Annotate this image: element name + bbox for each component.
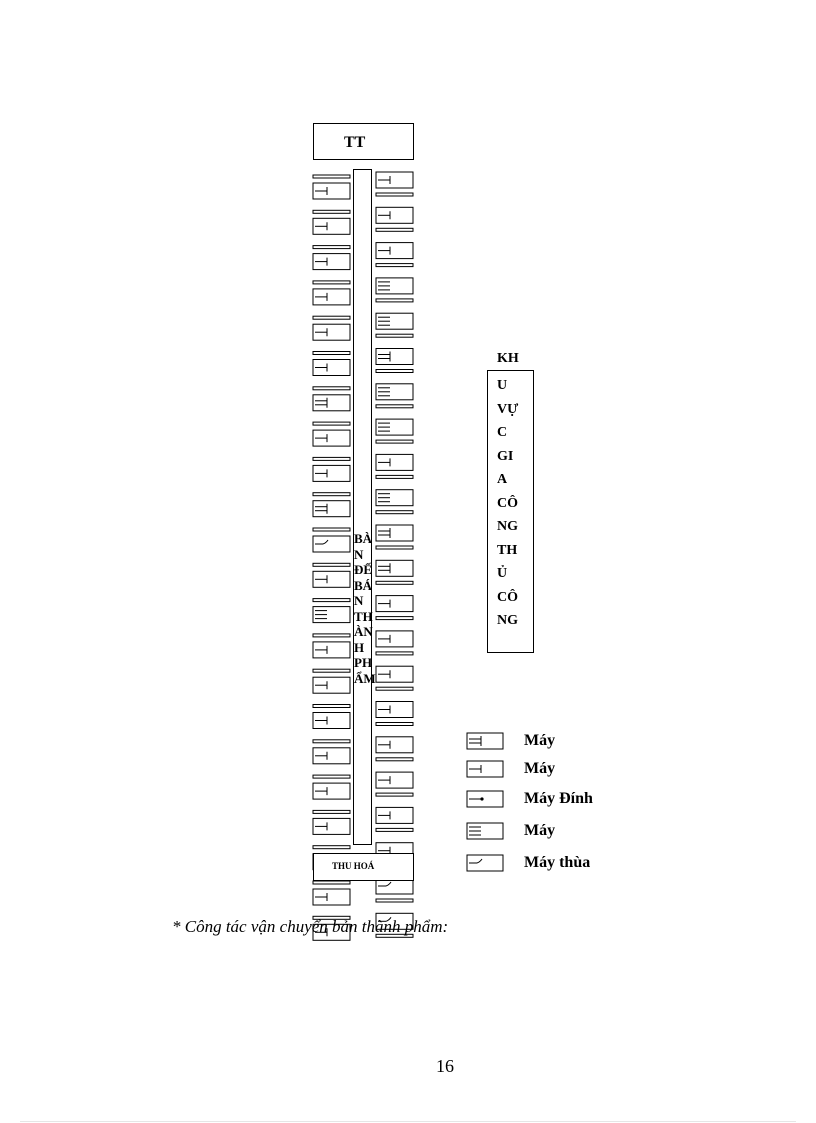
machine-right-6 bbox=[376, 349, 413, 373]
machine-left-7 bbox=[313, 387, 350, 411]
machine-right-7 bbox=[376, 384, 413, 408]
side-area-line: CÔ bbox=[497, 495, 518, 511]
side-area-line: VỰ bbox=[497, 401, 519, 417]
side-area-line: NG bbox=[497, 519, 518, 534]
machine-left-6 bbox=[313, 352, 350, 376]
machine-left-14 bbox=[313, 634, 350, 658]
machine-right-10 bbox=[376, 490, 413, 514]
top-box bbox=[313, 123, 414, 160]
side-area-heading: KH bbox=[497, 351, 519, 366]
machine-right-18 bbox=[376, 772, 413, 796]
machine-left-18 bbox=[313, 775, 350, 799]
machine-left-5 bbox=[313, 316, 350, 340]
center-table-line: N bbox=[354, 593, 364, 608]
machine-right-2 bbox=[376, 207, 413, 231]
machine-left-17 bbox=[313, 740, 350, 764]
machine-left-19 bbox=[313, 810, 350, 834]
page-number: 16 bbox=[436, 1056, 454, 1076]
machine-right-16 bbox=[376, 702, 413, 726]
side-area-line: GI bbox=[497, 448, 514, 464]
machine-right-21 bbox=[376, 878, 413, 902]
machine-left-10 bbox=[313, 493, 350, 517]
side-area-line: NG bbox=[497, 613, 518, 628]
center-table-line: BÀ bbox=[354, 531, 373, 546]
center-table-line: BÁ bbox=[354, 577, 373, 593]
center-table-line: ÀN bbox=[354, 624, 373, 639]
side-area-line: TH bbox=[497, 542, 518, 558]
machine-right-5 bbox=[376, 313, 413, 337]
machine-right-19 bbox=[376, 807, 413, 831]
machine-right-14 bbox=[376, 631, 413, 655]
machine-left-4 bbox=[313, 281, 350, 305]
machine-left-9 bbox=[313, 457, 350, 481]
machine-right-3 bbox=[376, 243, 413, 267]
legend-label: Máy Đính bbox=[524, 790, 593, 807]
side-area-label bbox=[497, 374, 518, 633]
machine-left-1 bbox=[313, 175, 350, 199]
center-table-line: ẨM bbox=[354, 670, 376, 686]
side-area-line: A bbox=[497, 472, 508, 487]
center-table-line: PH bbox=[354, 655, 373, 670]
machine-left-13 bbox=[313, 599, 350, 623]
machine-right-12 bbox=[376, 560, 413, 584]
machine-left-15 bbox=[313, 669, 350, 693]
machine-right-8 bbox=[376, 419, 413, 443]
bottom-box bbox=[313, 853, 414, 881]
machine-right-4 bbox=[376, 278, 413, 302]
machine-left-3 bbox=[313, 246, 350, 270]
side-area-line: U bbox=[497, 378, 508, 393]
legend-icon-single bbox=[467, 761, 503, 777]
legend-icon-triple bbox=[467, 823, 503, 839]
machine-right-11 bbox=[376, 525, 413, 549]
machine-left-16 bbox=[313, 705, 350, 729]
legend-icon-dot bbox=[467, 791, 503, 807]
bottom-box-label: THU HOÁ bbox=[332, 861, 375, 871]
machine-left-12 bbox=[313, 563, 350, 587]
machine-left-11 bbox=[313, 528, 350, 552]
machine-right-17 bbox=[376, 737, 413, 761]
caption: * Công tác vận chuyển bản thành phẩm: bbox=[172, 917, 449, 936]
machine-right-9 bbox=[376, 454, 413, 478]
center-table-line: TH bbox=[354, 608, 373, 624]
center-table-label bbox=[354, 531, 376, 686]
machine-left-2 bbox=[313, 210, 350, 234]
side-area-line: CÔ bbox=[497, 589, 518, 605]
machine-left-8 bbox=[313, 422, 350, 446]
legend-label: Máy bbox=[524, 822, 556, 839]
side-area-line: C bbox=[497, 425, 508, 440]
center-table-line: ĐẾ bbox=[354, 562, 373, 577]
page-bottom-rule bbox=[20, 1121, 796, 1122]
center-table bbox=[353, 169, 372, 845]
machine-right-15 bbox=[376, 666, 413, 690]
top-box-label: TT bbox=[344, 134, 366, 151]
legend-icon-double bbox=[467, 733, 503, 749]
machine-right-1 bbox=[376, 172, 413, 196]
legend-label: Máy bbox=[524, 732, 556, 749]
center-table-line: N bbox=[354, 546, 364, 562]
side-area-line: Ủ bbox=[497, 566, 508, 581]
center-table-line: H bbox=[354, 639, 365, 655]
legend-icon-hook bbox=[467, 855, 503, 871]
machine-left-21 bbox=[313, 881, 350, 905]
legend-label: Máy bbox=[524, 760, 556, 777]
machine-right-13 bbox=[376, 596, 413, 620]
legend-label: Máy thùa bbox=[524, 854, 591, 871]
